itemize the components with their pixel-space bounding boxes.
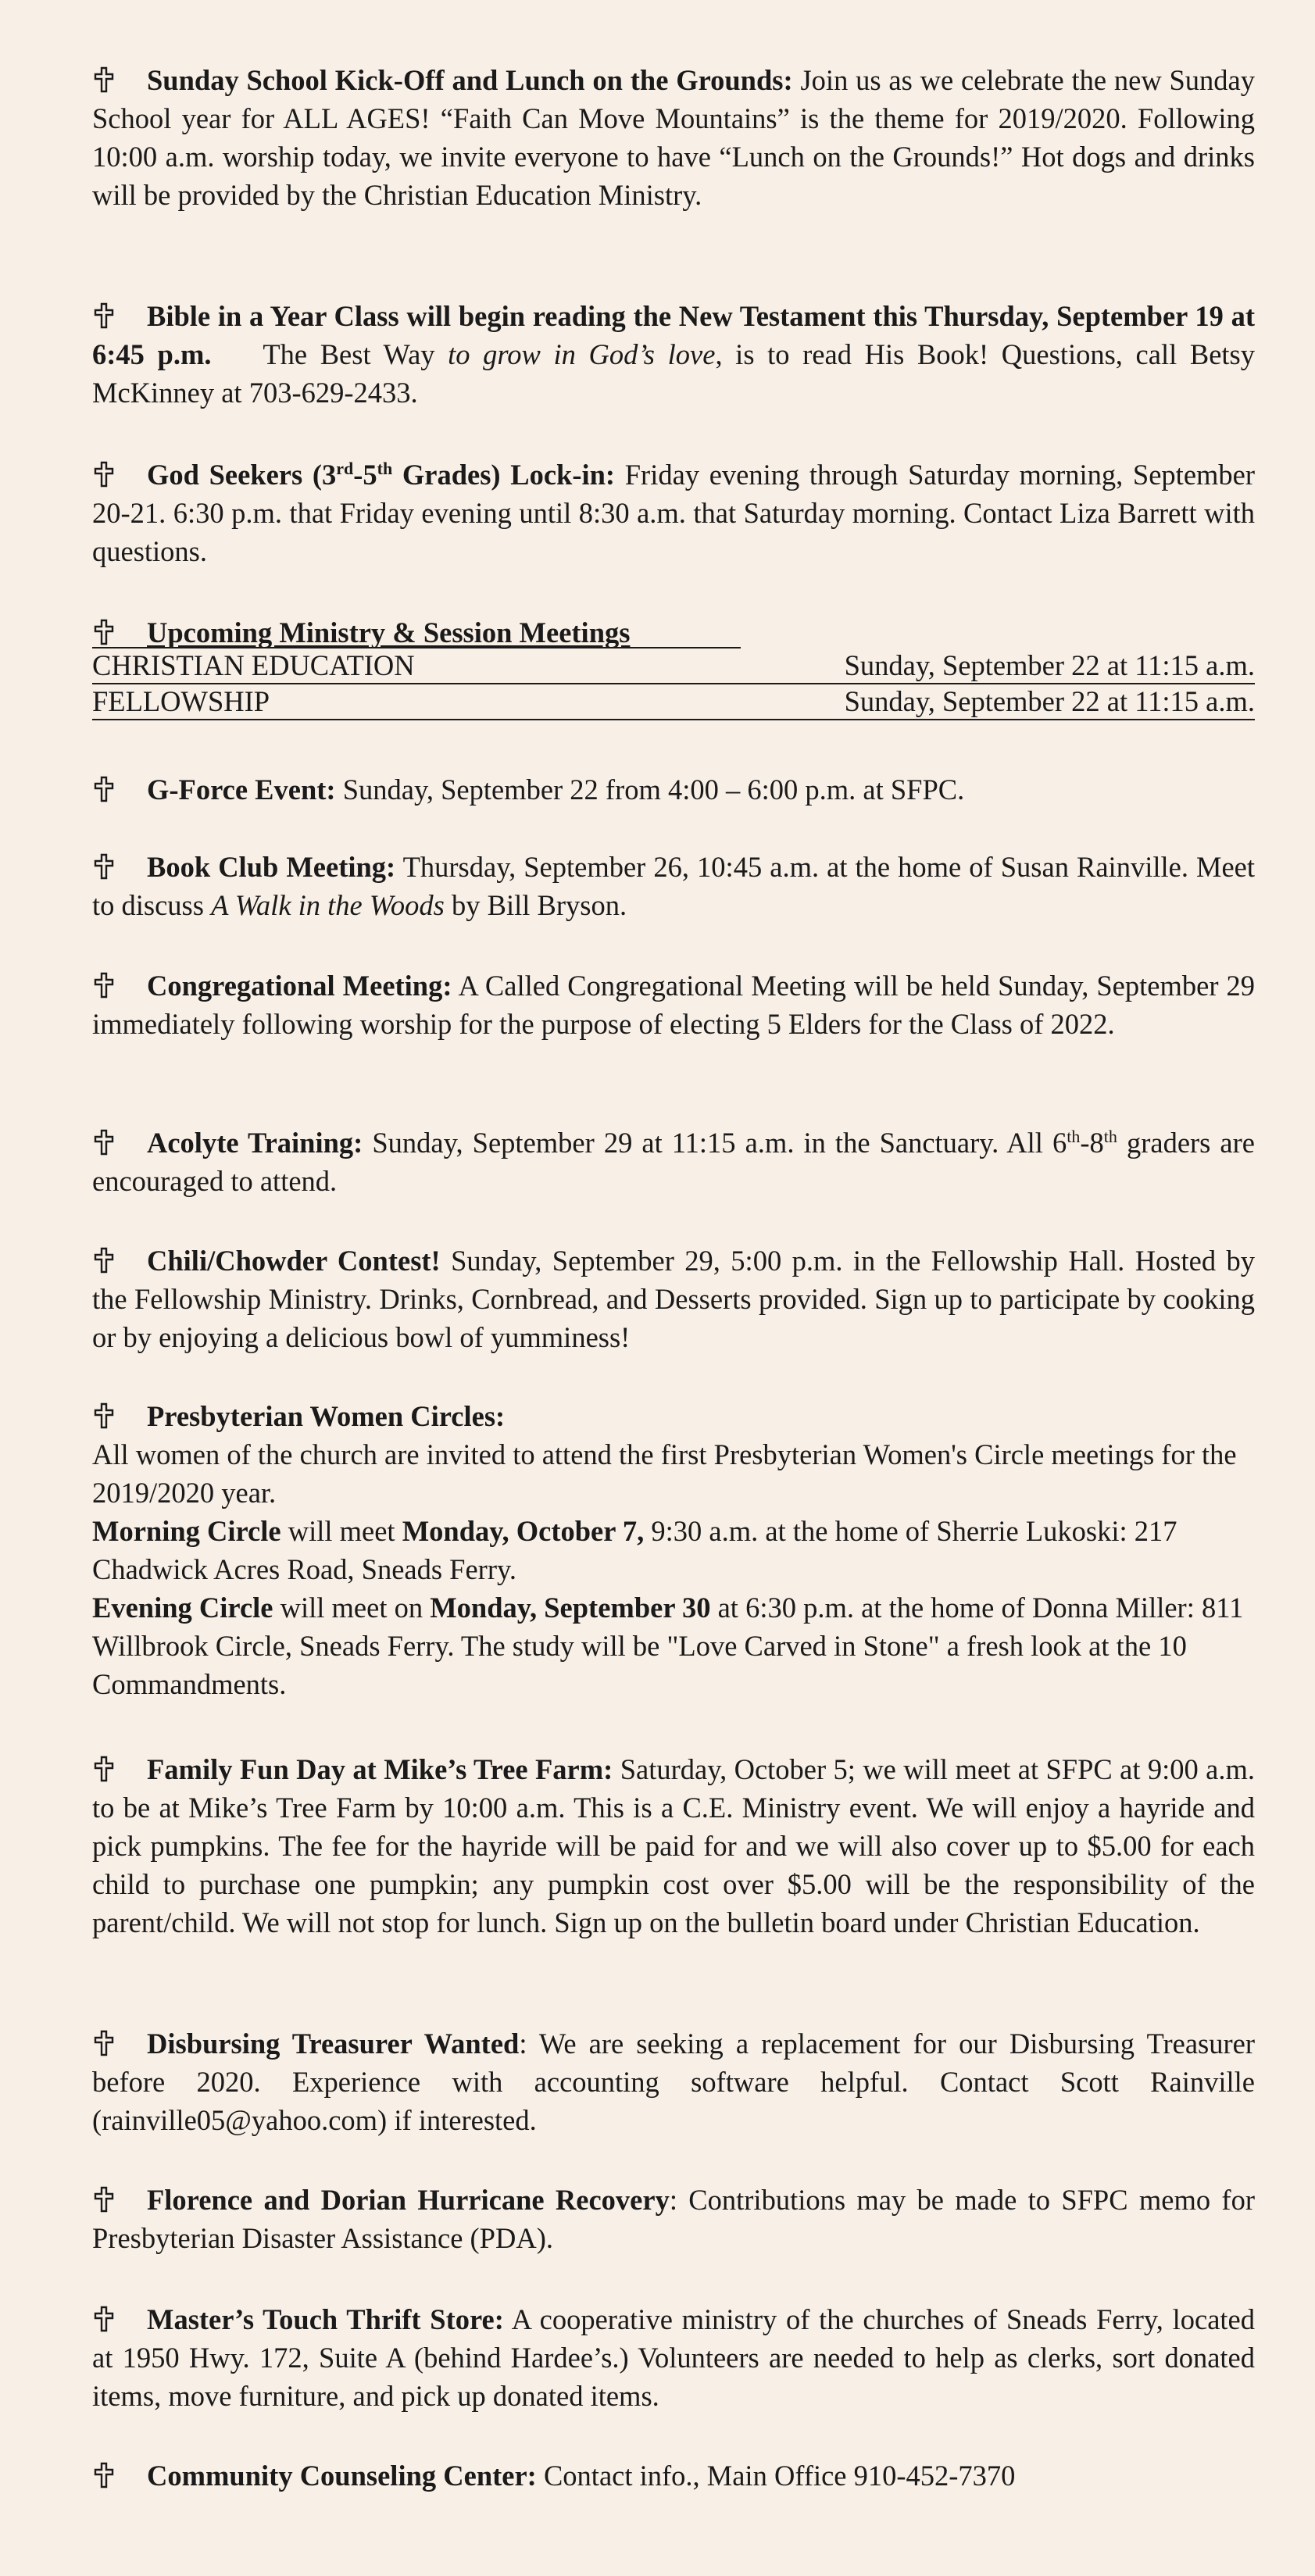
announcement-italic: to grow in God’s love — [448, 338, 716, 370]
meetings-heading-row — [92, 616, 1255, 650]
announcement-family-fun — [92, 1750, 1255, 1942]
cross-icon — [92, 619, 116, 645]
title-part: -5 — [353, 459, 377, 491]
cross-icon — [92, 2462, 116, 2488]
announcement-italic: A Walk in the Woods — [211, 889, 445, 921]
circle-day: Monday, October 7, — [402, 1515, 645, 1547]
announcement-gforce — [92, 770, 1255, 809]
announcement-text: -8 — [1080, 1127, 1104, 1159]
announcement-title: Bible in a Year Class will begin reading the New Testament this Thursday, September 19 at 6:45 p.m. — [92, 300, 1255, 370]
cross-icon — [92, 1402, 116, 1429]
cross-icon — [92, 972, 116, 999]
meeting-name: CHRISTIAN EDUCATION — [92, 649, 415, 681]
announcement-text: Contact info., Main Office 910-452-7370 — [536, 2460, 1016, 2492]
circle-day: Monday, September 30 — [430, 1592, 711, 1624]
announcement-text: : Contributions may be made to SFPC memo for Presbyterian Disaster Assistance (PDA). — [92, 2184, 1255, 2254]
announcement-text: : We are seeking a replacement for our Disbursing Treasurer before 2020. Experience with accounting software helpful. Contact Scott Rainville (rainville05@yahoo.com) if interested. — [92, 2028, 1255, 2136]
superscript: th — [1103, 1126, 1117, 1146]
announcement-title: Master’s Touch Thrift Store: — [147, 2303, 504, 2335]
cross-icon — [92, 302, 116, 329]
announcement-title: Acolyte Training: — [147, 1127, 363, 1159]
cross-icon — [92, 66, 116, 93]
announcement-text: by Bill Bryson. — [444, 889, 627, 921]
announcement-title: Book Club Meeting: — [147, 851, 396, 883]
announcement-title: G-Force Event: — [147, 774, 336, 806]
title-part: God Seekers (3 — [147, 459, 337, 491]
announcement-text: , is to read His Book! Questions, call Betsy McKinney at 703-629-2433. — [92, 338, 1255, 409]
announcement-sunday-school — [92, 61, 1255, 214]
announcement-text: Thursday, September 26, 10:45 a.m. at the home of Susan Rainville. Meet to discuss — [92, 851, 1255, 921]
circle-label: Morning Circle — [92, 1515, 281, 1547]
circle-text: at 6:30 p.m. at the home of Donna Miller: 811 Willbrook Circle, Sneads Ferry. The study will be "Love Carved in Stone" a fresh look at the 10 Commandments. — [92, 1592, 1244, 1700]
announcement-congregational — [92, 966, 1255, 1043]
evening-circle — [92, 1588, 1255, 1703]
meeting-time: Sunday, September 22 at 11:15 a.m. — [844, 649, 1255, 681]
cross-icon — [92, 1756, 116, 1782]
circle-text: 9:30 a.m. at the home of Sherrie Lukoski: 217 Chadwick Acres Road, Sneads Ferry. — [92, 1515, 1177, 1585]
table-row — [92, 648, 1255, 684]
announcement-chili — [92, 1242, 1255, 1356]
cross-icon — [92, 1129, 116, 1156]
circle-text: will meet — [281, 1515, 402, 1547]
title-part: Grades) Lock-in: — [392, 459, 616, 491]
meetings-table — [92, 616, 1255, 720]
circle-label: Evening Circle — [92, 1592, 273, 1624]
announcement-text: A Called Congregational Meeting will be held Sunday, September 29 immediately following worship for the purpose of electing 5 Elders for the Class of 2022. — [92, 970, 1256, 1040]
announcement-counseling — [92, 2456, 1255, 2495]
superscript: th — [377, 458, 393, 478]
superscript: rd — [336, 458, 354, 478]
announcement-title: Disbursing Treasurer Wanted — [147, 2028, 520, 2060]
announcement-hurricane — [92, 2181, 1255, 2257]
announcement-title: Congregational Meeting: — [147, 970, 452, 1002]
cross-icon — [92, 461, 116, 488]
announcement-god-seekers — [92, 456, 1255, 570]
circles-intro: All women of the church are invited to attend the first Presbyterian Women's Circle meetings for the 2019/2020 year. — [92, 1438, 1237, 1509]
meeting-time: Sunday, September 22 at 11:15 a.m. — [844, 685, 1255, 717]
announcement-title: Florence and Dorian Hurricane Recovery — [147, 2184, 670, 2216]
announcement-title: Community Counseling Center: — [147, 2460, 537, 2492]
announcement-title: Chili/Chowder Contest! — [147, 1245, 441, 1277]
announcement-title: Sunday School Kick-Off and Lunch on the Grounds: — [147, 64, 793, 96]
announcement-bible-year — [92, 297, 1255, 412]
announcement-text: Join us as we celebrate the new Sunday School year for ALL AGES! “Faith Can Move Mountains” is the theme for 2019/2020. Following 10:00 a.m. worship today, we invite everyone to have “Lunch on the Grounds!” Hot dogs and drinks will be provided by the Christian Education Ministry. — [92, 64, 1256, 211]
announcement-text: Sunday, September 29, 5:00 p.m. in the Fellowship Hall. Hosted by the Fellowship Ministry. Drinks, Cornbread, and Desserts provided. Sign up to participate by cooking or by enjoying a delicious bowl of yumminess! — [92, 1245, 1255, 1353]
cross-icon — [92, 2030, 116, 2056]
cross-icon — [92, 776, 116, 802]
cross-icon — [92, 853, 116, 880]
announcement-book-club — [92, 848, 1255, 924]
announcement-title: Family Fun Day at Mike’s Tree Farm: — [147, 1753, 613, 1785]
announcement-title — [147, 459, 615, 491]
announcement-text: A cooperative ministry of the churches of Sneads Ferry, located at 1950 Hwy. 172, Suite A (behind Hardee’s.) Volunteers are needed to help as clerks, sort donated items, move furniture, and pick up donated items. — [92, 2303, 1255, 2412]
announcement-title: Presbyterian Women Circles: — [147, 1400, 506, 1432]
morning-circle — [92, 1512, 1255, 1588]
cross-icon — [92, 2186, 116, 2213]
announcement-thrift — [92, 2300, 1255, 2415]
announcement-text: Saturday, October 5; we will meet at SFPC at 9:00 a.m. to be at Mike’s Tree Farm by 10:00 a.m. This is a C.E. Ministry event. We will enjoy a hayride and pick pumpkins. The fee for the hayride will be paid for and we will also cover up to $5.00 for each child to purchase one pumpkin; any pumpkin cost over $5.00 will be the responsibility of the parent/child. We will not stop for lunch. Sign up on the bulletin board under Christian Education. — [92, 1753, 1255, 1938]
announcement-acolyte — [92, 1124, 1255, 1200]
meetings-heading: Upcoming Ministry & Session Meetings — [147, 616, 631, 648]
announcement-women-circles — [92, 1397, 1255, 1703]
announcement-treasurer — [92, 2024, 1255, 2139]
announcement-text: The Best Way — [211, 338, 448, 370]
cross-icon — [92, 2306, 116, 2332]
announcement-text: graders are encouraged to attend. — [92, 1127, 1255, 1197]
table-row — [92, 684, 1255, 720]
announcement-text: Sunday, September 29 at 11:15 a.m. in the Sanctuary. All 6 — [363, 1127, 1067, 1159]
superscript: th — [1067, 1126, 1081, 1146]
announcement-text: Friday evening through Saturday morning, September 20-21. 6:30 p.m. that Friday evening until 8:30 a.m. that Saturday morning. Contact Liza Barrett with questions. — [92, 459, 1256, 567]
circle-text: will meet on — [273, 1592, 431, 1624]
cross-icon — [92, 1247, 116, 1274]
announcement-text: Sunday, September 22 from 4:00 – 6:00 p.m. at SFPC. — [335, 774, 965, 806]
meeting-name: FELLOWSHIP — [92, 685, 270, 717]
